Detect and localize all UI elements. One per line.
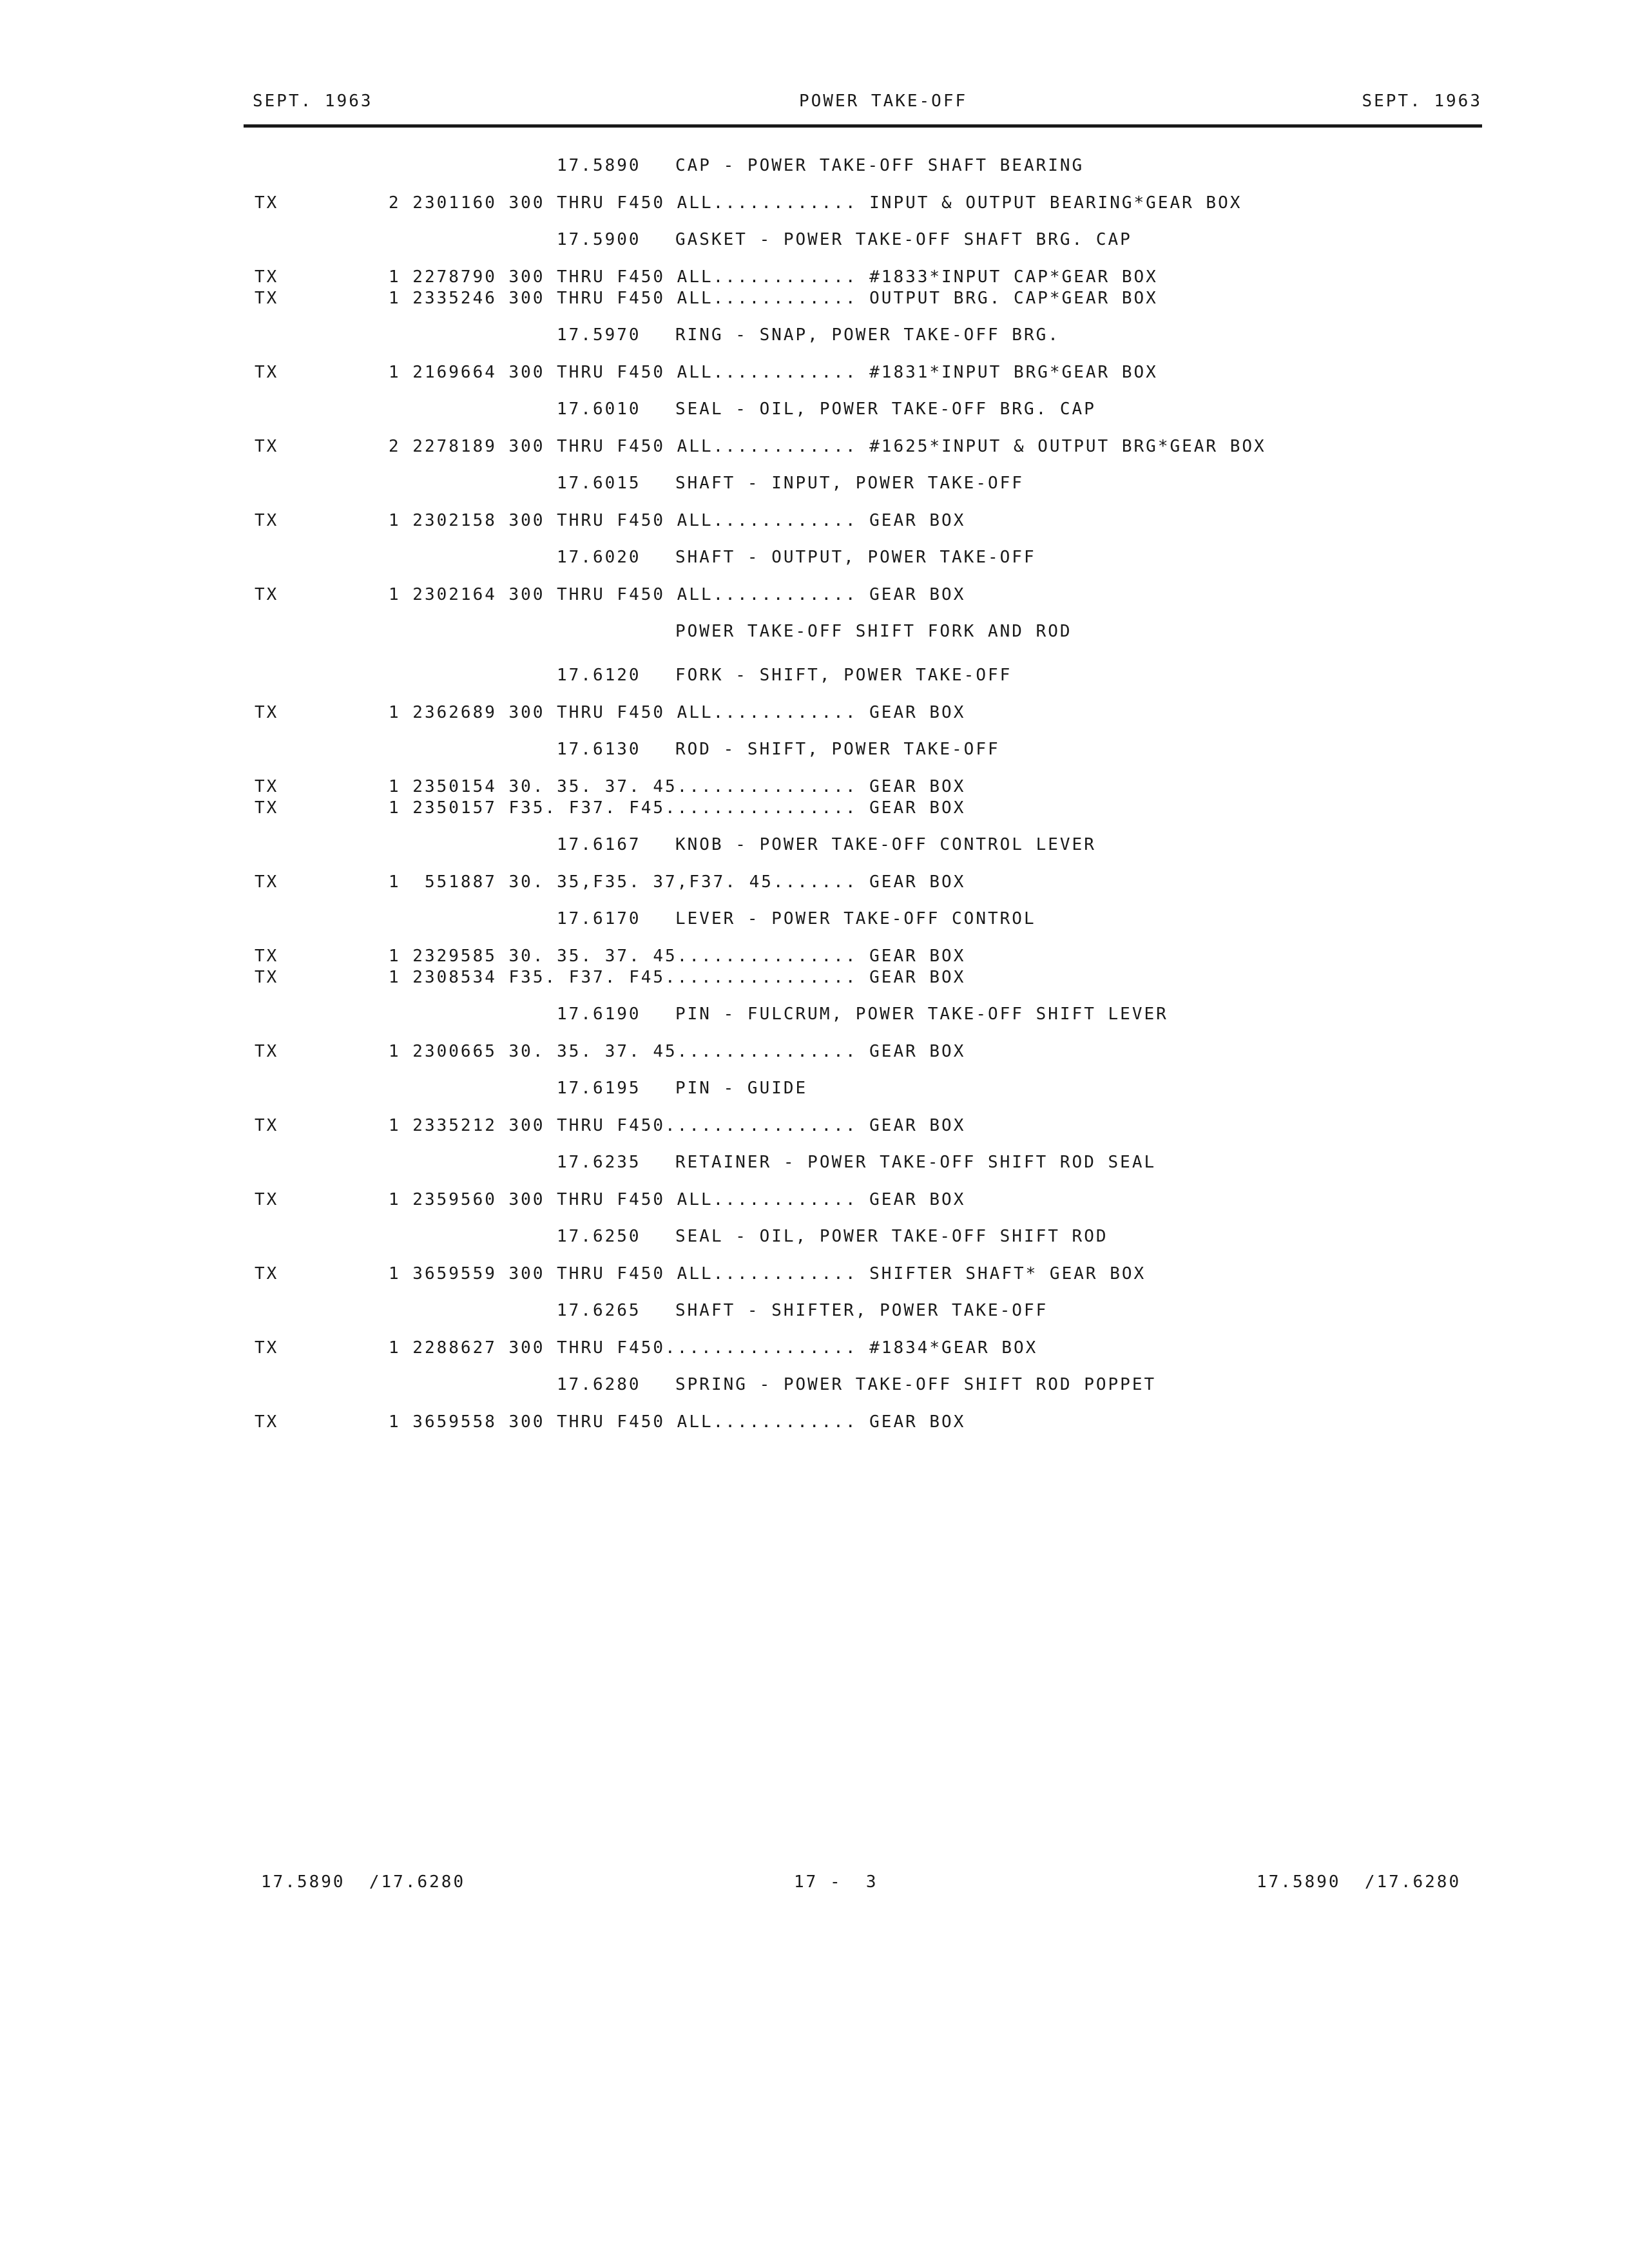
section-heading xyxy=(0,1149,1629,1176)
part-row xyxy=(0,363,1629,384)
section-description: SHAFT - SHIFTER, POWER TAKE-OFF xyxy=(675,1301,1048,1320)
row-detail: 1 2169664 300 THRU F450 ALL............ #1831*INPUT BRG*GEAR BOX xyxy=(389,363,1158,382)
part-row xyxy=(0,872,1629,894)
section-heading xyxy=(0,618,1629,645)
spacer xyxy=(0,215,1629,224)
footer-range-right: 17.5890 /17.6280 xyxy=(1257,1872,1461,1892)
section-number: 17.6190 xyxy=(557,1004,641,1024)
spacer xyxy=(0,894,1629,903)
section-number: 17.6167 xyxy=(557,835,641,854)
section-description: SPRING - POWER TAKE-OFF SHIFT ROD POPPET xyxy=(675,1375,1157,1394)
row-detail: 1 2335246 300 THRU F450 ALL............ OUTPUT BRG. CAP*GEAR BOX xyxy=(389,289,1158,308)
section-description: FORK - SHIFT, POWER TAKE-OFF xyxy=(675,666,1012,685)
spacer xyxy=(0,349,1629,363)
header-rule xyxy=(244,124,1482,128)
section-heading xyxy=(0,831,1629,858)
section-number: 17.6280 xyxy=(557,1375,641,1394)
row-detail: 1 551887 30. 35,F35. 37,F37. 45....... GEAR BOX xyxy=(389,872,966,892)
row-detail: 2 2278189 300 THRU F450 ALL............ #1625*INPUT & OUTPUT BRG*GEAR BOX xyxy=(389,437,1266,456)
row-code: TX xyxy=(255,289,279,308)
spacer xyxy=(0,1137,1629,1146)
section-heading xyxy=(0,662,1629,689)
section-description: PIN - FULCRUM, POWER TAKE-OFF SHIFT LEVER xyxy=(675,1004,1168,1024)
part-row xyxy=(0,703,1629,724)
section-number: 17.6120 xyxy=(557,666,641,685)
section-description: CAP - POWER TAKE-OFF SHAFT BEARING xyxy=(675,156,1084,175)
spacer xyxy=(0,932,1629,947)
section-description: RING - SNAP, POWER TAKE-OFF BRG. xyxy=(675,325,1060,345)
page-number: 17 - 3 xyxy=(794,1872,878,1892)
row-code: TX xyxy=(255,437,279,456)
row-detail: 1 2362689 300 THRU F450 ALL............ GEAR BOX xyxy=(389,703,966,722)
row-code: TX xyxy=(255,363,279,382)
spacer xyxy=(0,384,1629,393)
row-code: TX xyxy=(255,1116,279,1135)
section-heading xyxy=(0,322,1629,349)
section-heading xyxy=(0,1075,1629,1102)
spacer xyxy=(0,1434,1629,1443)
spacer xyxy=(0,179,1629,193)
spacer xyxy=(0,606,1629,615)
row-code: TX xyxy=(255,1190,279,1209)
section-description: RETAINER - POWER TAKE-OFF SHIFT ROD SEAL xyxy=(675,1153,1157,1172)
section-description: KNOB - POWER TAKE-OFF CONTROL LEVER xyxy=(675,835,1096,854)
parts-list xyxy=(0,149,1629,1443)
section-number: 17.5970 xyxy=(557,325,641,345)
section-number: 17.5900 xyxy=(557,230,641,249)
row-detail: 1 2335212 300 THRU F450................ GEAR BOX xyxy=(389,1116,966,1135)
part-row xyxy=(0,511,1629,532)
spacer xyxy=(0,1211,1629,1220)
section-description: SHAFT - OUTPUT, POWER TAKE-OFF xyxy=(675,548,1036,567)
section-heading xyxy=(0,1371,1629,1398)
section-number: 17.6265 xyxy=(557,1301,641,1320)
section-number: 17.6195 xyxy=(557,1079,641,1098)
section-heading xyxy=(0,544,1629,571)
part-row xyxy=(0,1116,1629,1137)
spacer xyxy=(0,820,1629,829)
spacer xyxy=(0,1398,1629,1412)
spacer xyxy=(0,1285,1629,1294)
row-code: TX xyxy=(255,511,279,530)
row-detail: 1 2300665 30. 35. 37. 45............... GEAR BOX xyxy=(389,1042,966,1061)
section-description: LEVER - POWER TAKE-OFF CONTROL xyxy=(675,909,1036,928)
row-detail: 2 2301160 300 THRU F450 ALL............ INPUT & OUTPUT BEARING*GEAR BOX xyxy=(389,193,1242,213)
row-detail: 1 2350157 F35. F37. F45................ GEAR BOX xyxy=(389,798,966,818)
spacer xyxy=(0,989,1629,998)
row-detail: 1 3659558 300 THRU F450 ALL............ GEAR BOX xyxy=(389,1412,966,1432)
section-heading xyxy=(0,396,1629,423)
section-heading xyxy=(0,226,1629,253)
spacer xyxy=(0,724,1629,733)
row-code: TX xyxy=(255,703,279,722)
row-code: TX xyxy=(255,267,279,287)
footer-range-left: 17.5890 /17.6280 xyxy=(261,1872,466,1892)
section-description: SEAL - OIL, POWER TAKE-OFF BRG. CAP xyxy=(675,399,1096,419)
row-code: TX xyxy=(255,1412,279,1432)
row-code: TX xyxy=(255,1338,279,1358)
spacer xyxy=(0,1176,1629,1190)
spacer xyxy=(0,689,1629,703)
row-detail: 1 3659559 300 THRU F450 ALL............ SHIFTER SHAFT* GEAR BOX xyxy=(389,1264,1146,1283)
section-number: 17.6130 xyxy=(557,740,641,759)
section-heading xyxy=(0,470,1629,497)
part-row xyxy=(0,289,1629,310)
row-detail: 1 2302158 300 THRU F450 ALL............ GEAR BOX xyxy=(389,511,966,530)
section-description: SEAL - OIL, POWER TAKE-OFF SHIFT ROD xyxy=(675,1227,1108,1246)
row-code: TX xyxy=(255,947,279,966)
part-row xyxy=(0,1264,1629,1285)
section-number: 17.5890 xyxy=(557,156,641,175)
part-row xyxy=(0,947,1629,968)
spacer xyxy=(0,458,1629,467)
row-detail: 1 2308534 F35. F37. F45................ GEAR BOX xyxy=(389,968,966,987)
spacer xyxy=(0,310,1629,319)
row-code: TX xyxy=(255,1264,279,1283)
part-row xyxy=(0,1042,1629,1063)
section-description: ROD - SHIFT, POWER TAKE-OFF xyxy=(675,740,1000,759)
row-detail: 1 2329585 30. 35. 37. 45............... GEAR BOX xyxy=(389,947,966,966)
part-row xyxy=(0,777,1629,798)
section-description: PIN - GUIDE xyxy=(675,1079,808,1098)
row-detail: 1 2359560 300 THRU F450 ALL............ GEAR BOX xyxy=(389,1190,966,1209)
section-number: 17.6020 xyxy=(557,548,641,567)
row-detail: 1 2302164 300 THRU F450 ALL............ GEAR BOX xyxy=(389,585,966,604)
section-heading xyxy=(0,152,1629,179)
row-code: TX xyxy=(255,193,279,213)
section-description: POWER TAKE-OFF SHIFT FORK AND ROD xyxy=(675,622,1072,641)
part-row xyxy=(0,437,1629,458)
section-number: 17.6170 xyxy=(557,909,641,928)
row-detail: 1 2350154 30. 35. 37. 45............... GEAR BOX xyxy=(389,777,966,796)
section-heading xyxy=(0,736,1629,763)
section-heading xyxy=(0,1223,1629,1250)
spacer xyxy=(0,497,1629,511)
spacer xyxy=(0,423,1629,437)
section-heading xyxy=(0,1001,1629,1028)
row-code: TX xyxy=(255,777,279,796)
row-code: TX xyxy=(255,798,279,818)
spacer xyxy=(0,645,1629,659)
spacer xyxy=(0,532,1629,541)
part-row xyxy=(0,968,1629,989)
spacer xyxy=(0,858,1629,872)
row-code: TX xyxy=(255,1042,279,1061)
spacer xyxy=(0,1102,1629,1116)
part-row xyxy=(0,193,1629,215)
row-code: TX xyxy=(255,585,279,604)
part-row xyxy=(0,585,1629,606)
header-date-left: SEPT. 1963 xyxy=(253,91,373,111)
row-detail: 1 2278790 300 THRU F450 ALL............ #1833*INPUT CAP*GEAR BOX xyxy=(389,267,1158,287)
spacer xyxy=(0,763,1629,777)
spacer xyxy=(0,1063,1629,1072)
spacer xyxy=(0,1360,1629,1369)
part-row xyxy=(0,798,1629,820)
spacer xyxy=(0,1324,1629,1338)
section-number: 17.6250 xyxy=(557,1227,641,1246)
part-row xyxy=(0,1412,1629,1434)
row-detail: 1 2288627 300 THRU F450................ #1834*GEAR BOX xyxy=(389,1338,1038,1358)
section-number: 17.6015 xyxy=(557,474,641,493)
spacer xyxy=(0,1028,1629,1042)
section-description: SHAFT - INPUT, POWER TAKE-OFF xyxy=(675,474,1024,493)
row-code: TX xyxy=(255,872,279,892)
header-date-right: SEPT. 1963 xyxy=(1362,91,1482,111)
part-row xyxy=(0,267,1629,289)
row-code: TX xyxy=(255,968,279,987)
part-row xyxy=(0,1338,1629,1360)
section-description: GASKET - POWER TAKE-OFF SHAFT BRG. CAP xyxy=(675,230,1132,249)
spacer xyxy=(0,1250,1629,1264)
spacer xyxy=(0,571,1629,585)
section-heading xyxy=(0,905,1629,932)
part-row xyxy=(0,1190,1629,1211)
section-heading xyxy=(0,1297,1629,1324)
section-number: 17.6235 xyxy=(557,1153,641,1172)
header-title: POWER TAKE-OFF xyxy=(799,91,968,111)
section-number: 17.6010 xyxy=(557,399,641,419)
spacer xyxy=(0,253,1629,267)
